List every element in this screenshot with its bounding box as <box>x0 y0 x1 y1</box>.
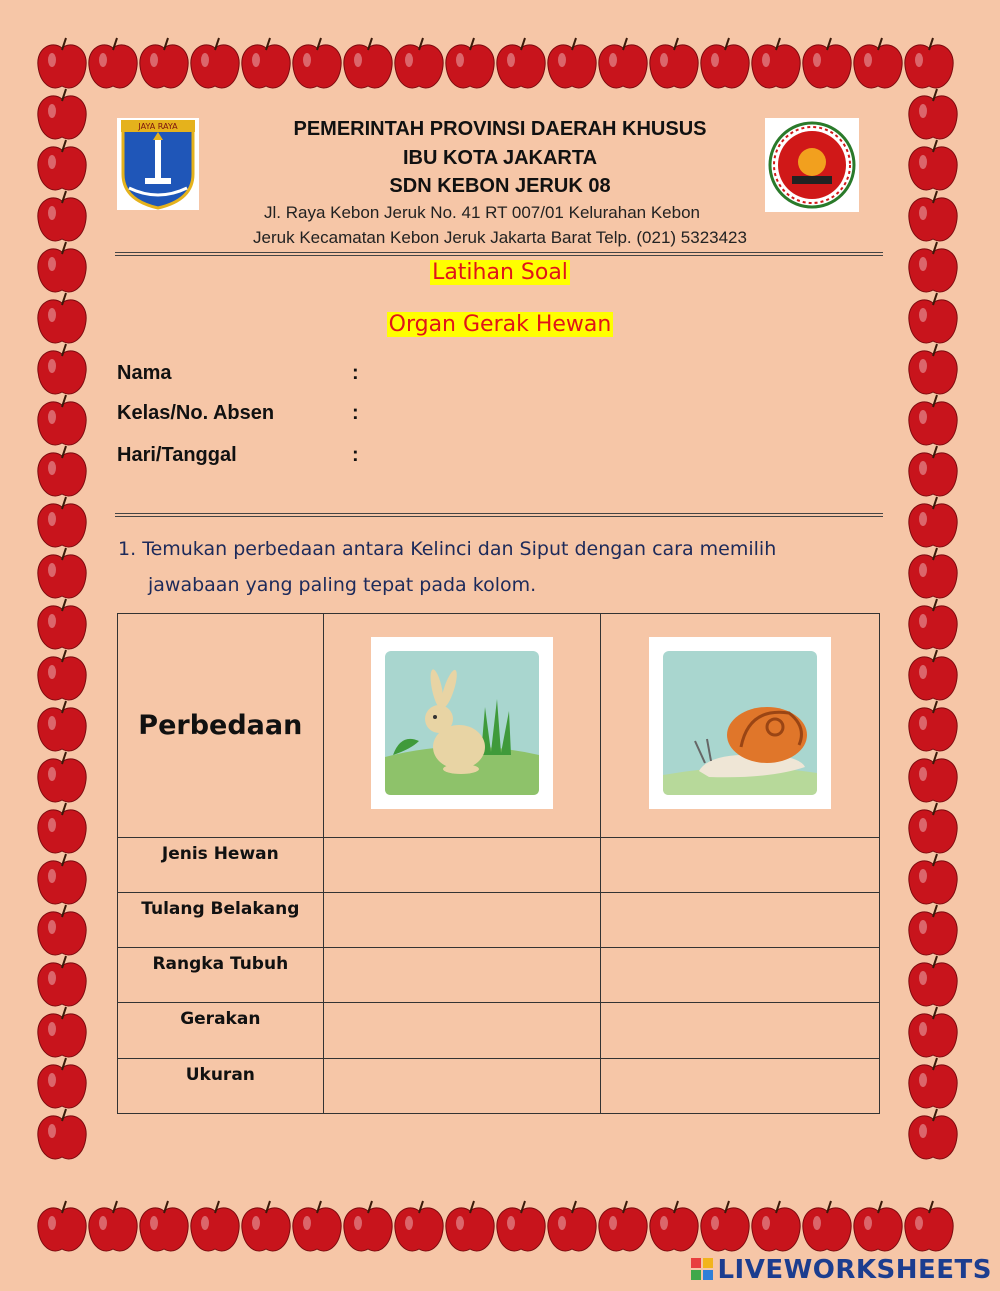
apple-decoration-icon <box>854 1201 902 1251</box>
field-colon-nama: : <box>352 362 359 384</box>
answer-cell-rabbit-jenis[interactable] <box>323 838 601 893</box>
worksheet-title: Latihan Soal <box>432 260 568 285</box>
header-line2: IBU KOTA JAKARTA <box>402 147 598 169</box>
apple-decoration-icon <box>909 497 957 547</box>
apple-decoration-icon <box>38 446 86 496</box>
field-label-nama: Nama <box>117 362 172 384</box>
apple-decoration-icon <box>905 38 953 88</box>
apple-decoration-icon <box>497 1201 545 1251</box>
snail-image <box>649 637 831 809</box>
apple-decoration-icon <box>395 1201 443 1251</box>
difference-table <box>117 613 880 1114</box>
apple-decoration-icon <box>909 1109 957 1159</box>
apple-decoration-icon <box>909 803 957 853</box>
row-label-rangka-tubuh: Rangka Tubuh <box>118 948 324 1003</box>
apple-decoration-icon <box>854 38 902 88</box>
apple-decoration-icon <box>548 38 596 88</box>
question-1 <box>118 531 880 603</box>
header-line1: PEMERINTAH PROVINSI DAERAH KHUSUS <box>293 118 707 140</box>
apple-decoration-icon <box>38 1109 86 1159</box>
apple-decoration-icon <box>909 752 957 802</box>
apple-decoration-icon <box>548 1201 596 1251</box>
apple-decoration-icon <box>38 38 86 88</box>
school-address-line1: Jl. Raya Kebon Jeruk No. 41 RT 007/01 Kelurahan Kebon <box>264 203 700 222</box>
school-name: SDN KEBON JERUK 08 <box>389 175 611 197</box>
apple-decoration-icon <box>38 344 86 394</box>
apple-decoration-icon <box>701 38 749 88</box>
apple-decoration-icon <box>38 1201 86 1251</box>
apple-decoration-icon <box>752 38 800 88</box>
apple-decoration-icon <box>89 1201 137 1251</box>
apple-decoration-icon <box>909 956 957 1006</box>
apple-decoration-icon <box>38 752 86 802</box>
answer-cell-snail-ukuran[interactable] <box>601 1059 880 1114</box>
apple-decoration-icon <box>909 599 957 649</box>
apple-decoration-icon <box>38 395 86 445</box>
apple-decoration-icon <box>909 446 957 496</box>
title1-wrap <box>0 260 1000 285</box>
answer-cell-snail-tulang[interactable] <box>601 893 880 948</box>
table-row <box>118 1059 880 1114</box>
worksheet-subtitle: Organ Gerak Hewan <box>388 312 612 337</box>
table-row <box>118 948 880 1003</box>
answer-cell-snail-rangka[interactable] <box>601 948 880 1003</box>
row-label-gerakan: Gerakan <box>118 1003 324 1059</box>
field-colon-tanggal: : <box>352 444 359 466</box>
answer-cell-rabbit-ukuran[interactable] <box>323 1059 601 1114</box>
apple-decoration-icon <box>38 803 86 853</box>
apple-decoration-icon <box>395 38 443 88</box>
apple-decoration-icon <box>293 1201 341 1251</box>
table-row <box>118 1003 880 1059</box>
answer-cell-snail-gerakan[interactable] <box>601 1003 880 1059</box>
field-colon-kelas: : <box>352 402 359 424</box>
apple-decoration-icon <box>599 1201 647 1251</box>
rabbit-cell <box>323 614 601 838</box>
apple-decoration-icon <box>38 701 86 751</box>
apple-decoration-icon <box>599 38 647 88</box>
question-text-line1: Temukan perbedaan antara Kelinci dan Siput dengan cara memilih <box>142 538 777 560</box>
row-label-ukuran: Ukuran <box>118 1059 324 1114</box>
apple-decoration-icon <box>909 905 957 955</box>
apple-decoration-icon <box>191 1201 239 1251</box>
apple-decoration-icon <box>909 395 957 445</box>
answer-cell-rabbit-rangka[interactable] <box>323 948 601 1003</box>
apple-decoration-icon <box>752 1201 800 1251</box>
apple-decoration-icon <box>344 1201 392 1251</box>
rabbit-image <box>371 637 553 809</box>
field-label-tanggal: Hari/Tanggal <box>117 444 237 466</box>
apple-decoration-icon <box>909 548 957 598</box>
table-row <box>118 838 880 893</box>
apple-decoration-icon <box>242 1201 290 1251</box>
apple-decoration-icon <box>446 38 494 88</box>
apple-decoration-icon <box>38 905 86 955</box>
apple-decoration-icon <box>38 497 86 547</box>
apple-decoration-icon <box>38 1058 86 1108</box>
apple-decoration-icon <box>293 38 341 88</box>
apple-decoration-icon <box>38 956 86 1006</box>
answer-cell-rabbit-tulang[interactable] <box>323 893 601 948</box>
answer-cell-rabbit-gerakan[interactable] <box>323 1003 601 1059</box>
apple-decoration-icon <box>38 1007 86 1057</box>
apple-decoration-icon <box>650 38 698 88</box>
apple-decoration-icon <box>140 1201 188 1251</box>
apple-decoration-icon <box>909 854 957 904</box>
watermark-text: LIVEWORKSHEETS <box>717 1255 992 1285</box>
apple-decoration-icon <box>140 38 188 88</box>
apple-decoration-icon <box>905 1201 953 1251</box>
liveworksheets-watermark[interactable] <box>691 1255 992 1285</box>
apple-decoration-icon <box>909 344 957 394</box>
apple-decoration-icon <box>497 38 545 88</box>
apple-decoration-icon <box>446 1201 494 1251</box>
apple-decoration-icon <box>38 650 86 700</box>
apple-decoration-icon <box>191 38 239 88</box>
row-label-tulang-belakang: Tulang Belakang <box>118 893 324 948</box>
apple-decoration-icon <box>909 650 957 700</box>
apple-decoration-icon <box>89 38 137 88</box>
row-label-jenis-hewan: Jenis Hewan <box>118 838 324 893</box>
apple-decoration-icon <box>38 548 86 598</box>
apple-decoration-icon <box>344 38 392 88</box>
apple-decoration-icon <box>803 1201 851 1251</box>
table-header-row <box>118 614 880 838</box>
apple-decoration-icon <box>909 701 957 751</box>
fields-divider <box>115 513 883 517</box>
table-row <box>118 893 880 948</box>
school-address-line2: Jeruk Kecamatan Kebon Jeruk Jakarta Barat Telp. (021) 5323423 <box>253 228 747 247</box>
perbedaan-header: Perbedaan <box>118 614 324 838</box>
jakarta-logo-text: JAYA RAYA <box>138 122 178 131</box>
question-text-line2: jawabaan yang paling tepat pada kolom. <box>148 574 537 596</box>
apple-decoration-icon <box>701 1201 749 1251</box>
header-divider <box>115 252 883 256</box>
field-label-kelas: Kelas/No. Absen <box>117 402 275 424</box>
apple-decoration-icon <box>38 599 86 649</box>
title2-wrap <box>0 312 1000 337</box>
apple-decoration-icon <box>650 1201 698 1251</box>
apple-decoration-icon <box>909 1058 957 1108</box>
apple-decoration-icon <box>38 854 86 904</box>
apple-decoration-icon <box>909 1007 957 1057</box>
snail-cell <box>601 614 880 838</box>
answer-cell-snail-jenis[interactable] <box>601 838 880 893</box>
apple-decoration-icon <box>803 38 851 88</box>
question-number: 1. <box>118 538 137 560</box>
apple-decoration-icon <box>242 38 290 88</box>
liveworksheets-logo-icon <box>691 1258 713 1280</box>
